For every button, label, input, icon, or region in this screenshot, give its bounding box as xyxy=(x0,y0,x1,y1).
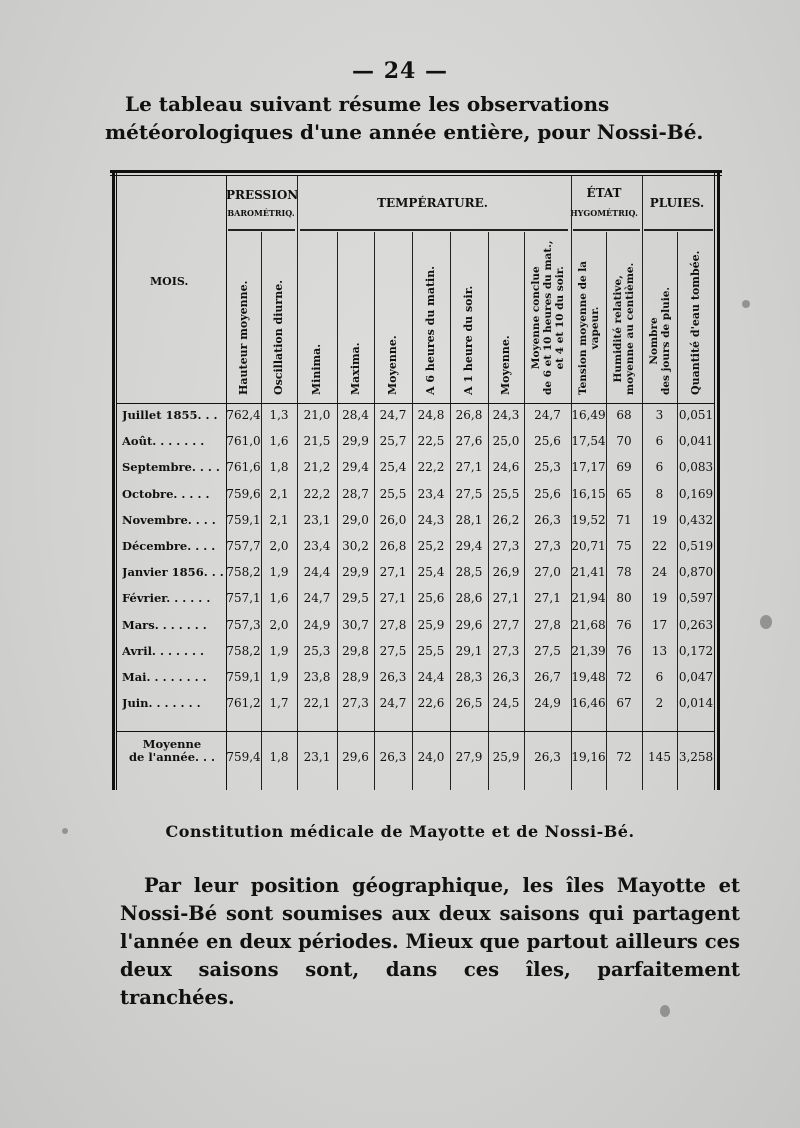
table-cell: 22,5 xyxy=(417,434,445,449)
table-cell: 25,3 xyxy=(534,460,561,475)
column-header-line: de 6 et 10 heures du mat., xyxy=(541,240,554,395)
row-month-label: Novembre. . . . xyxy=(122,512,216,527)
table-top-rule xyxy=(110,170,722,176)
row-month-label: Mai. . . . . . . . xyxy=(122,670,207,684)
print-speck xyxy=(742,300,750,308)
table-cell: 24,8 xyxy=(417,408,445,422)
average-cell: 26,3 xyxy=(534,750,561,764)
table-cell: 0,432 xyxy=(678,512,714,527)
table-cell: 2,0 xyxy=(269,617,289,632)
table-cell: 2,1 xyxy=(269,512,289,527)
table-cell: 1,9 xyxy=(269,670,289,684)
table-cell: 13 xyxy=(651,643,668,658)
table-cell: 24,6 xyxy=(492,460,520,475)
table-cell: 27,3 xyxy=(492,643,520,658)
table-cell: 23,1 xyxy=(303,512,331,527)
table-cell: 27,5 xyxy=(379,643,407,658)
table-cell: 25,3 xyxy=(303,643,331,658)
row-month-label: Janvier 1856. . . xyxy=(122,565,224,580)
table-cell: 25,5 xyxy=(417,643,445,658)
table-cell: 25,5 xyxy=(492,486,520,501)
table-cell: 757,3 xyxy=(226,617,261,632)
column-header xyxy=(226,232,261,403)
table-cell: 759,1 xyxy=(226,512,261,527)
table-cell: 27,8 xyxy=(534,617,561,632)
table-cell: 26,8 xyxy=(379,539,407,553)
table-cell: 21,5 xyxy=(303,434,331,449)
table-cell: 27,7 xyxy=(492,617,520,632)
table-cell: 24,7 xyxy=(379,408,407,422)
table-cell: 27,1 xyxy=(379,591,407,606)
table-cell: 759,1 xyxy=(226,670,261,684)
column-header-line: A 1 heure du soir. xyxy=(462,285,475,395)
table-cell: 21,39 xyxy=(571,643,606,658)
column-header-line: des jours de pluie. xyxy=(659,286,672,395)
column-header-text xyxy=(648,287,672,395)
table-cell: 27,1 xyxy=(534,591,561,606)
table-cell: 6 xyxy=(655,434,664,449)
column-header-text xyxy=(463,286,475,395)
table-cell: 25,4 xyxy=(379,460,407,475)
column-header-line: vapeur. xyxy=(588,306,601,350)
table-cell: 24,7 xyxy=(534,408,561,422)
table-cell: 76 xyxy=(616,643,632,658)
table-cell: 6 xyxy=(655,670,664,684)
table-cell: 29,9 xyxy=(342,565,369,580)
row-month-label: Septembre. . . . xyxy=(122,460,220,475)
table-cell: 19,48 xyxy=(571,670,606,684)
column-header-line: Moyenne conclue xyxy=(529,266,542,370)
table-cell: 761,0 xyxy=(226,434,261,449)
average-label-line: de l'année. . . xyxy=(128,750,216,764)
column-header-text xyxy=(238,281,250,395)
table-cell: 26,3 xyxy=(492,670,520,684)
table-cell: 70 xyxy=(616,434,632,449)
table-cell: 67 xyxy=(616,696,632,711)
table-cell: 78 xyxy=(616,565,632,580)
average-cell: 3,258 xyxy=(678,750,714,764)
column-header xyxy=(412,232,450,403)
table-cell: 69 xyxy=(616,460,632,475)
table-cell: 25,5 xyxy=(379,486,407,501)
group-brace xyxy=(573,229,640,231)
table-cell: 26,7 xyxy=(534,670,561,684)
table-cell: 29,9 xyxy=(342,434,369,449)
table-cell: 24,3 xyxy=(417,512,445,527)
table-cell: 27,1 xyxy=(379,565,407,580)
column-header xyxy=(524,232,571,403)
row-month-label: Mars. . . . . . . xyxy=(122,617,207,632)
column-header-text xyxy=(690,251,702,395)
table-cell: 24,7 xyxy=(303,591,331,606)
table-cell: 28,4 xyxy=(342,408,369,422)
table-cell: 21,94 xyxy=(571,591,606,606)
table-cell: 30,2 xyxy=(342,539,369,553)
table-cell: 1,9 xyxy=(269,643,289,658)
table-cell: 27,6 xyxy=(455,434,483,449)
table-cell: 27,3 xyxy=(492,539,520,553)
column-header-line: Tension moyenne de la xyxy=(576,260,589,395)
print-speck xyxy=(760,615,772,629)
column-header-text xyxy=(273,280,285,395)
table-cell: 26,9 xyxy=(492,565,520,580)
table-cell: 24,3 xyxy=(492,408,520,422)
table-cell: 0,597 xyxy=(678,591,714,606)
table-cell: 0,172 xyxy=(678,643,714,658)
table-cell: 21,0 xyxy=(303,408,331,422)
table-cell: 25,6 xyxy=(417,591,445,606)
average-cell: 23,1 xyxy=(303,750,331,764)
table-cell: 27,3 xyxy=(534,539,561,553)
column-header-text xyxy=(530,240,566,395)
mois-column-header: MOIS. xyxy=(150,275,189,288)
table-cell: 25,6 xyxy=(534,434,561,449)
table-cell: 29,1 xyxy=(455,643,483,658)
table-cell: 761,6 xyxy=(226,460,261,475)
group-pression: PRESSION xyxy=(226,188,299,202)
table-cell: 29,6 xyxy=(455,617,483,632)
group-brace xyxy=(644,229,713,231)
group-etat: ÉTAT xyxy=(586,186,622,200)
column-header-line: Moyenne. xyxy=(386,335,399,395)
table-cell: 26,8 xyxy=(455,408,483,422)
table-cell: 1,3 xyxy=(269,408,289,422)
column-header-line: Moyenne. xyxy=(499,335,512,395)
average-cell: 25,9 xyxy=(492,750,520,764)
table-cell: 8 xyxy=(655,486,664,501)
table-cell: 21,68 xyxy=(571,617,606,632)
table-cell: 27,5 xyxy=(455,486,483,501)
table-cell: 27,5 xyxy=(534,643,561,658)
table-cell: 25,9 xyxy=(417,617,445,632)
group-pluies: PLUIES. xyxy=(649,196,705,210)
table-cell: 17,54 xyxy=(571,434,606,449)
table-cell: 26,2 xyxy=(492,512,520,527)
table-cell: 25,0 xyxy=(492,434,520,449)
column-header xyxy=(606,232,642,403)
table-cell: 24,9 xyxy=(534,696,561,711)
row-month-label: Octobre. . . . . xyxy=(122,486,210,501)
column-header-line: et 4 et 10 du soir. xyxy=(553,266,566,370)
table-cell: 29,8 xyxy=(342,643,369,658)
column-header-text xyxy=(425,266,437,395)
row-month-label: Avril. . . . . . . xyxy=(122,643,204,658)
column-header xyxy=(450,232,488,403)
table-cell: 24 xyxy=(651,565,668,580)
table-cell: 21,2 xyxy=(303,460,331,475)
table-cell: 27,8 xyxy=(379,617,407,632)
table-cell: 23,4 xyxy=(303,539,331,553)
table-cell: 0,014 xyxy=(678,696,714,711)
table-cell: 23,4 xyxy=(417,486,445,501)
column-header xyxy=(337,232,374,403)
table-cell: 24,4 xyxy=(303,565,331,580)
table-cell: 29,4 xyxy=(455,539,483,553)
table-cell: 22,2 xyxy=(303,486,331,501)
table-cell: 27,3 xyxy=(342,696,369,711)
table-cell: 22,2 xyxy=(417,460,445,475)
table-cell: 24,7 xyxy=(379,696,407,711)
table-cell: 72 xyxy=(616,670,632,684)
table-cell: 26,3 xyxy=(379,670,407,684)
table-cell: 758,2 xyxy=(226,565,261,580)
table-cell: 6 xyxy=(655,460,664,475)
table-cell: 29,0 xyxy=(342,512,369,527)
row-month-label: Décembre. . . . xyxy=(122,539,216,553)
column-header-text xyxy=(500,335,512,395)
intro-paragraph: Le tableau suivant résume les observations météorologiques d'une année entière, pour Nossi-Bé. xyxy=(105,92,704,144)
table-cell: 22,1 xyxy=(303,696,331,711)
table-cell: 29,5 xyxy=(342,591,369,606)
table-cell: 19 xyxy=(651,512,668,527)
table-cell: 28,3 xyxy=(455,670,483,684)
table-cell: 0,870 xyxy=(678,565,714,580)
table-cell: 761,2 xyxy=(226,696,261,711)
table-cell: 71 xyxy=(616,512,632,527)
table-cell: 26,5 xyxy=(455,696,483,711)
column-header-text xyxy=(350,342,362,395)
column-header xyxy=(297,232,337,403)
column-header xyxy=(261,232,297,403)
table-cell: 0,083 xyxy=(678,460,714,475)
column-header-line: Oscillation diurne. xyxy=(272,279,285,395)
body-paragraph: Par leur position géographique, les îles Mayotte et Nossi-Bé sont soumises aux deux saisons qui partagent l'année en deux périodes. Mieux que partout ailleurs ces deux saisons sont, dans ces îles, parfaitement tranchées. xyxy=(120,874,740,1009)
table-cell: 2,0 xyxy=(269,539,289,553)
average-label-line: Moyenne xyxy=(142,737,202,751)
group-temperature: TEMPÉRATURE. xyxy=(377,196,488,210)
column-header xyxy=(571,232,606,403)
table-left-rule xyxy=(112,170,117,790)
table-cell: 27,1 xyxy=(455,460,483,475)
table-cell: 19 xyxy=(651,591,668,606)
table-cell: 22,6 xyxy=(417,696,445,711)
table-cell: 28,6 xyxy=(455,591,483,606)
table-cell: 28,9 xyxy=(342,670,369,684)
average-label xyxy=(122,738,222,764)
page-number: — 24 — xyxy=(352,58,448,84)
table-cell: 76 xyxy=(616,617,632,632)
average-cell: 29,6 xyxy=(342,750,369,764)
table-cell: 757,7 xyxy=(226,539,261,553)
average-cell: 26,3 xyxy=(379,750,407,764)
table-cell: 2,1 xyxy=(269,486,289,501)
table-cell: 65 xyxy=(616,486,632,501)
table-cell: 80 xyxy=(616,591,632,606)
table-cell: 24,9 xyxy=(303,617,331,632)
table-cell: 24,5 xyxy=(492,696,520,711)
column-header xyxy=(488,232,524,403)
column-header-text xyxy=(387,335,399,395)
table-cell: 28,1 xyxy=(455,512,483,527)
table-cell: 3 xyxy=(655,408,664,422)
table-cell: 762,4 xyxy=(226,408,261,422)
column-header-line: Quantité d'eau tombée. xyxy=(689,250,702,395)
table-cell: 759,6 xyxy=(226,486,261,501)
table-cell: 17 xyxy=(651,617,668,632)
table-cell: 26,3 xyxy=(534,512,561,527)
column-header xyxy=(677,232,715,403)
table-cell: 27,0 xyxy=(534,565,561,580)
average-cell: 759,4 xyxy=(226,750,261,764)
table-cell: 0,519 xyxy=(678,539,714,553)
table-cell: 28,5 xyxy=(455,565,483,580)
table-cell: 20,71 xyxy=(571,539,606,553)
table-cell: 30,7 xyxy=(342,617,369,632)
table-cell: 0,041 xyxy=(678,434,714,449)
column-header-line: Hauteur moyenne. xyxy=(236,280,250,395)
column-header xyxy=(374,232,412,403)
group-etat-sub: HYGOMÉTRIQ. xyxy=(570,208,638,218)
table-cell: 758,2 xyxy=(226,643,261,658)
column-header-line: moyenne au centième. xyxy=(624,262,636,395)
table-cell: 28,7 xyxy=(342,486,369,501)
average-cell: 19,16 xyxy=(571,750,606,764)
table-cell: 16,49 xyxy=(571,408,606,422)
table-cell: 0,169 xyxy=(678,486,714,501)
column-header-text xyxy=(311,344,323,395)
table-cell: 24,4 xyxy=(417,670,445,684)
row-month-label: Juin. . . . . . . xyxy=(122,696,201,711)
table-cell: 22 xyxy=(651,539,668,553)
group-brace xyxy=(300,229,568,231)
table-cell: 68 xyxy=(616,408,632,422)
table-cell: 757,1 xyxy=(226,591,261,606)
print-speck xyxy=(62,828,68,834)
average-cell: 72 xyxy=(616,750,632,764)
row-month-label: Août. . . . . . . xyxy=(122,434,205,449)
column-header-text xyxy=(577,261,601,395)
table-cell: 23,8 xyxy=(303,670,331,684)
header-rule xyxy=(117,403,714,404)
column-header-line: Maxima. xyxy=(348,342,362,395)
table-cell: 29,4 xyxy=(342,460,369,475)
table-cell: 25,6 xyxy=(534,486,561,501)
column-header-text xyxy=(612,263,636,395)
table-cell: 1,6 xyxy=(269,434,289,449)
table-cell: 1,8 xyxy=(269,460,289,475)
table-cell: 1,9 xyxy=(269,565,289,580)
row-month-label: Février. . . . . . xyxy=(122,591,211,606)
average-cell: 24,0 xyxy=(417,750,445,764)
table-cell: 75 xyxy=(616,539,632,553)
table-cell: 16,15 xyxy=(571,486,606,501)
column-header-line: Nombre xyxy=(647,317,660,365)
column-header xyxy=(642,232,677,403)
table-cell: 27,1 xyxy=(492,591,520,606)
table-cell: 0,263 xyxy=(678,617,714,632)
print-speck xyxy=(660,1005,670,1017)
table-cell: 25,4 xyxy=(417,565,445,580)
column-header-line: Humidité relative, xyxy=(612,275,624,383)
table-cell: 19,52 xyxy=(571,512,606,527)
table-cell: 0,051 xyxy=(678,408,714,422)
table-cell: 1,6 xyxy=(269,591,289,606)
table-cell: 2 xyxy=(655,696,664,711)
table-cell: 0,047 xyxy=(678,670,714,684)
table-cell: 16,46 xyxy=(571,696,606,711)
average-cell: 145 xyxy=(648,750,671,764)
column-header-line: A 6 heures du matin. xyxy=(424,265,437,395)
average-cell: 1,8 xyxy=(269,750,289,764)
column-header-line: Minima. xyxy=(310,343,323,395)
group-pression-sub: BAROMÉTRIQ. xyxy=(227,208,295,218)
average-rule xyxy=(117,731,714,732)
table-cell: 1,7 xyxy=(269,696,289,711)
section-title: Constitution médicale de Mayotte et de Nossi-Bé. xyxy=(165,822,635,841)
table-cell: 17,17 xyxy=(571,460,606,475)
row-month-label: Juillet 1855. . . xyxy=(122,408,218,422)
table-cell: 25,2 xyxy=(417,539,445,553)
table-cell: 21,41 xyxy=(571,565,606,580)
table-cell: 26,0 xyxy=(379,512,407,527)
average-cell: 27,9 xyxy=(455,750,483,764)
group-brace xyxy=(228,229,295,231)
table-cell: 25,7 xyxy=(379,434,407,449)
